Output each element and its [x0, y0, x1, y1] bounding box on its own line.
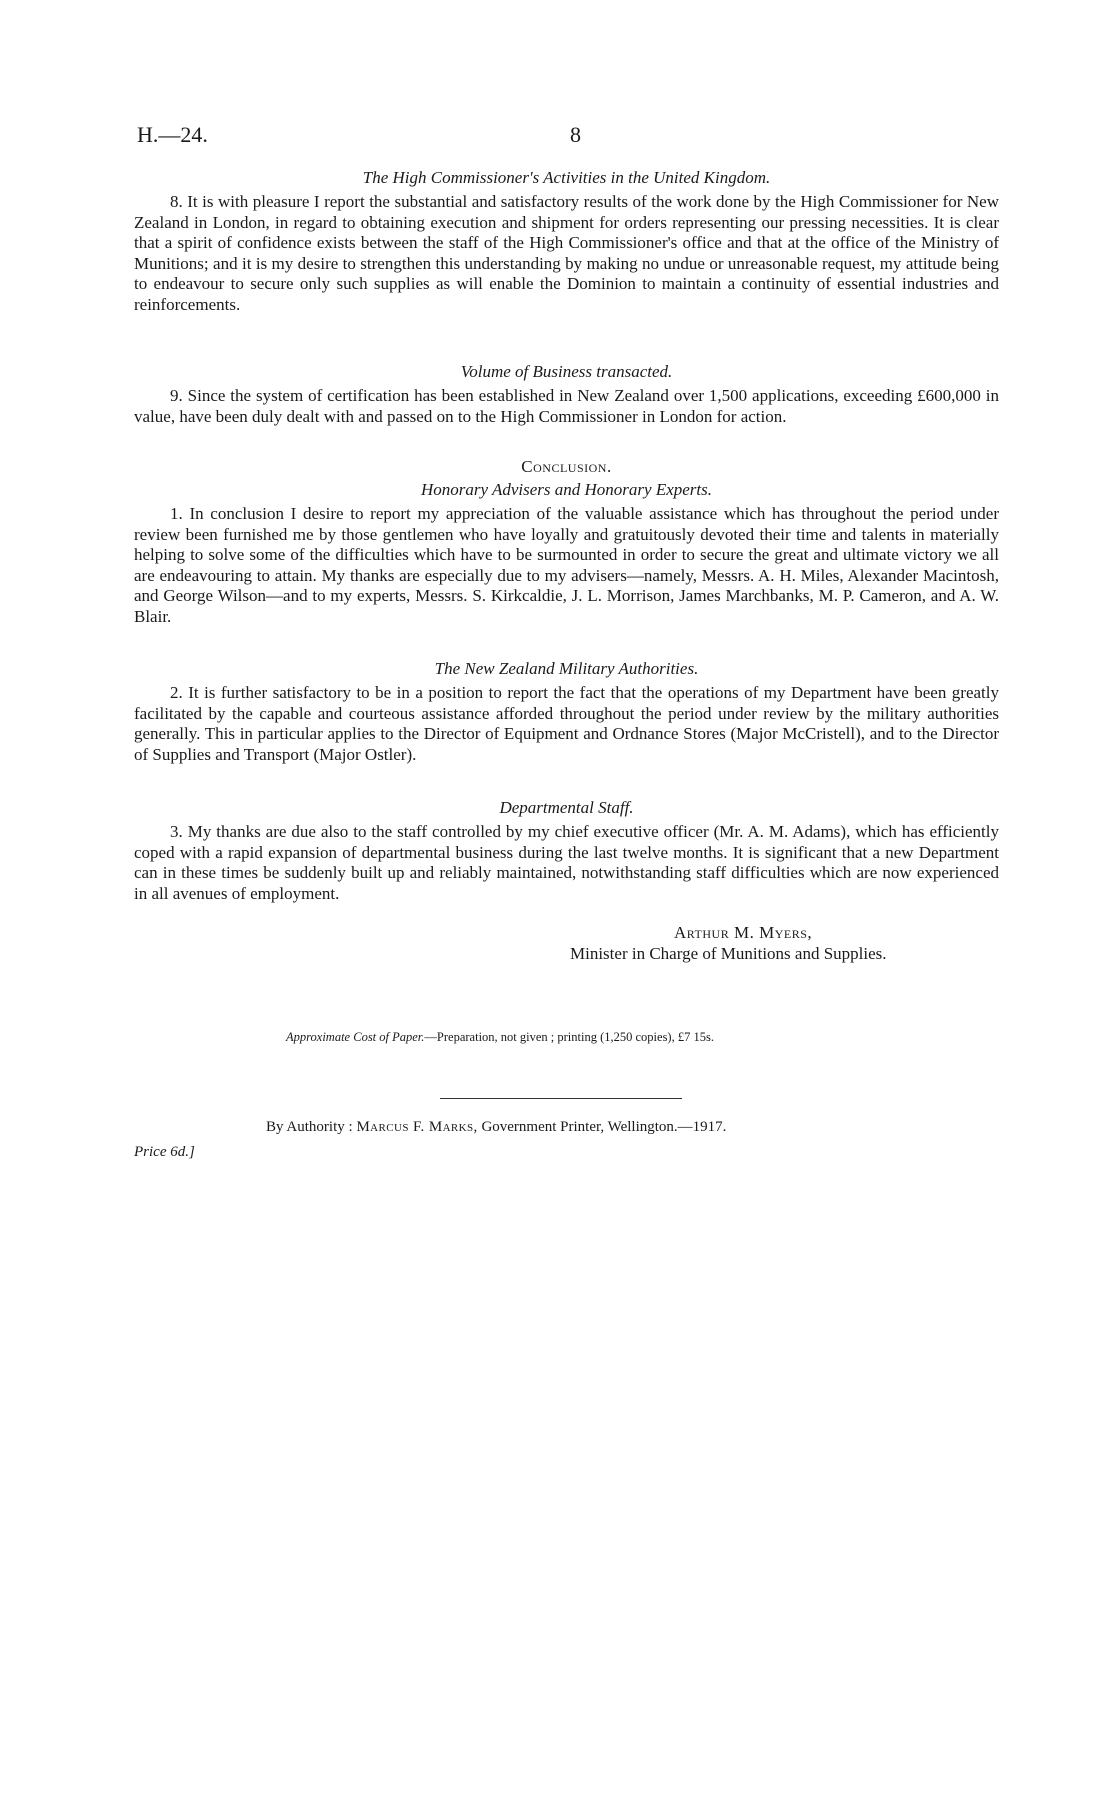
section-paragraph: 3. My thanks are due also to the staff controlled by my chief executive officer (Mr. A. M. Adams), which has efficiently coped with a rapid expansion of departmental business during the last twelve months. It is significant that a new Department can in these times be suddenly built up and reliably maintained, notwithstanding staff difficulties which are now experienced in all avenues of employment. [134, 822, 999, 903]
cost-note-lead: Approximate Cost of Paper. [286, 1030, 425, 1044]
signature-block [570, 922, 887, 964]
section-subheading: Honorary Advisers and Honorary Experts. [420, 480, 713, 499]
footer-divider [440, 1098, 682, 1099]
section-heading: Volume of Business transacted. [460, 362, 673, 381]
section-military-authorities [134, 659, 999, 765]
cost-note-detail: —Preparation, not given ; printing (1,250 copies), £7 15s. [424, 1030, 714, 1044]
printer-imprint [266, 1119, 726, 1136]
document-reference: H.—24. [137, 122, 208, 147]
section-conclusion [134, 457, 999, 627]
price-label: Price 6d.] [134, 1144, 195, 1160]
section-high-commissioner [134, 168, 999, 315]
cost-of-paper-note [286, 1030, 714, 1045]
section-paragraph: 1. In conclusion I desire to report my appreciation of the valuable assistance which has throughout the period under review been furnished me by those gentlemen who have loyally and gratuitously devoted their time and talents in materially helping to solve some of the difficulties which have to be surmounted in order to secure the great and ultimate victory we all are endeavouring to attain. My thanks are especially due to my advisers—namely, Messrs. A. H. Miles, Alexander Macintosh, and George Wilson—and to my experts, Messrs. S. Kirkcaldie, J. L. Morrison, James Marchbanks, M. P. Cameron, and A. W. Blair. [134, 504, 999, 626]
printer-details: Government Printer, Wellington.—1917. [481, 1119, 727, 1135]
page-number: 8 [570, 122, 581, 147]
printer-name: Marcus F. Marks, [356, 1119, 478, 1135]
section-heading: The New Zealand Military Authorities. [434, 659, 699, 678]
section-departmental-staff [134, 798, 999, 904]
signatory-title: Minister in Charge of Munitions and Supplies. [570, 944, 887, 963]
section-paragraph: 8. It is with pleasure I report the substantial and satisfactory results of the work done by the High Commissioner for New Zealand in London, in regard to obtaining execution and shipment for orders representing our pressing necessities. It is clear that a spirit of confidence exists between the staff of the High Commissioner's office and that at the office of the Ministry of Munitions; and it is my desire to strengthen this understanding by making no undue or unreasonable request, my attitude being to endeavour to secure only such supplies as will enable the Dominion to maintain a continuity of essential industries and reinforcements. [134, 192, 999, 314]
section-volume-of-business [134, 362, 999, 427]
section-heading: Departmental Staff. [499, 798, 634, 817]
section-heading: Conclusion. [521, 457, 612, 476]
signatory-name: Arthur M. Myers, [674, 923, 813, 942]
authority-prefix: By Authority : [266, 1119, 353, 1135]
section-paragraph: 2. It is further satisfactory to be in a position to report the fact that the operations of my Department have been greatly facilitated by the capable and courteous assistance afforded throughout the period under review by the military authorities generally. This in particular applies to the Director of Equipment and Ordnance Stores (Major McCristell), and to the Director of Supplies and Transport (Major Ostler). [134, 683, 999, 764]
section-paragraph: 9. Since the system of certification has been established in New Zealand over 1,500 applications, exceeding £600,000 in value, have been duly dealt with and passed on to the High Commissioner in London for action. [134, 386, 999, 426]
section-heading: The High Commissioner's Activities in the United Kingdom. [362, 168, 771, 187]
